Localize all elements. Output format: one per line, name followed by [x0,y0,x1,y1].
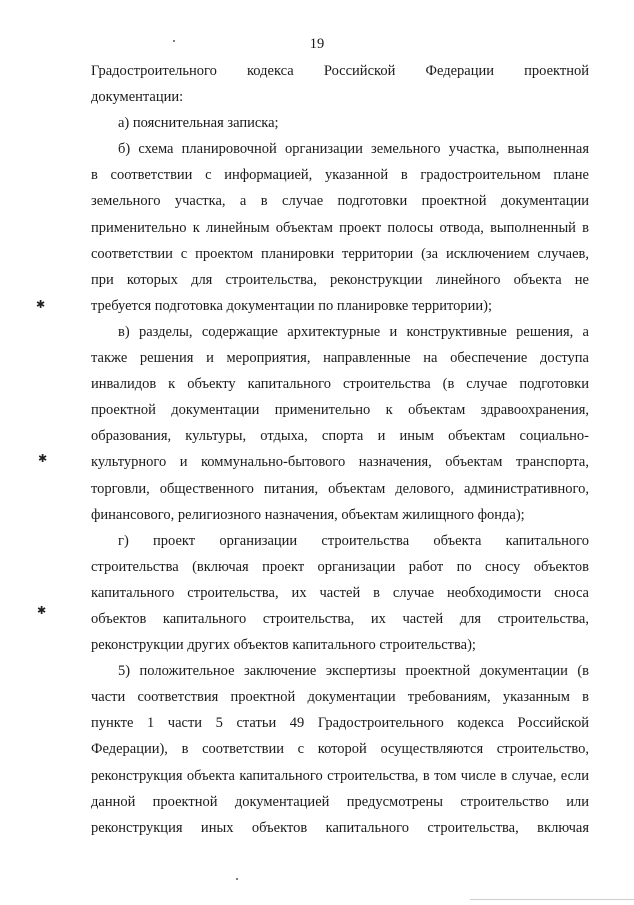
text-line: финансового, религиозного назначения, объектам жилищного фонда); [91,506,525,523]
text-line: Градостроительного кодекса Российской Федерации проектной [91,63,589,79]
text-line: объектов капитального строительства, их частей для строительства, [91,610,589,627]
text-line: а) пояснительная записка; [118,115,279,132]
binding-mark-icon: ✱ [36,299,46,311]
scan-edge-line [470,899,634,900]
text-line: документации: [91,89,184,106]
text-line: инвалидов к объекту капитального строительства (в случае подготовки [91,376,589,393]
text-line: данной проектной документацией предусмотрены строительство или [91,793,589,810]
text-line: реконструкция объекта капитального строительства, в том числе в случае, если [91,767,589,784]
text-line: г) проект организации строительства объекта капитального [118,532,589,549]
text-line: Федерации), в соответствии с которой осуществляются строительство, [91,741,589,758]
text-line: части соответствия проектной документации требованиям, указанным в [91,689,589,706]
scan-speck [236,878,238,880]
text-line: в соответствии с информацией, указанной в градостроительном плане [91,167,589,184]
text-line: б) схема планировочной организации земельного участка, выполненная [118,141,589,158]
text-line: при которых для строительства, реконструкции линейного объекта не [91,271,589,288]
text-line: также решения и мероприятия, направленные на обеспечение доступа [91,350,589,367]
binding-mark-icon: ✱ [38,453,48,465]
text-line: проектной документации применительно к объектам здравоохранения, [91,402,589,419]
text-line: применительно к линейным объектам проект полосы отвода, выполненный в [91,219,589,236]
text-line: образования, культуры, отдыха, спорта и иным объектам социально- [91,428,589,445]
text-line: соответствии с проектом планировки территории (за исключением случаев, [91,245,589,262]
document-body [91,58,589,841]
text-line: строительства (включая проект организации работ по сносу объектов [91,558,589,575]
text-line: торговли, общественного питания, объектам делового, административного, [91,480,589,497]
text-line: реконструкции других объектов капитального строительства); [91,637,476,654]
text-line: культурного и коммунально-бытового назначения, объектам транспорта, [91,454,589,471]
scan-speck [173,40,175,42]
text-line: земельного участка, а в случае подготовки проектной документации [91,193,589,210]
text-line: 5) положительное заключение экспертизы проектной документации (в [118,663,589,680]
page-number: 19 [309,36,325,52]
text-line: требуется подготовка документации по планировке территории); [91,297,492,314]
text-line: в) разделы, содержащие архитектурные и конструктивные решения, а [118,323,589,340]
binding-mark-icon: ✱ [37,605,47,617]
text-line: капитального строительства, их частей в случае необходимости сноса [91,584,589,601]
text-line: пункте 1 части 5 статьи 49 Градостроительного кодекса Российской [91,715,589,732]
text-line: реконструкция иных объектов капитального строительства, включая [91,819,589,836]
